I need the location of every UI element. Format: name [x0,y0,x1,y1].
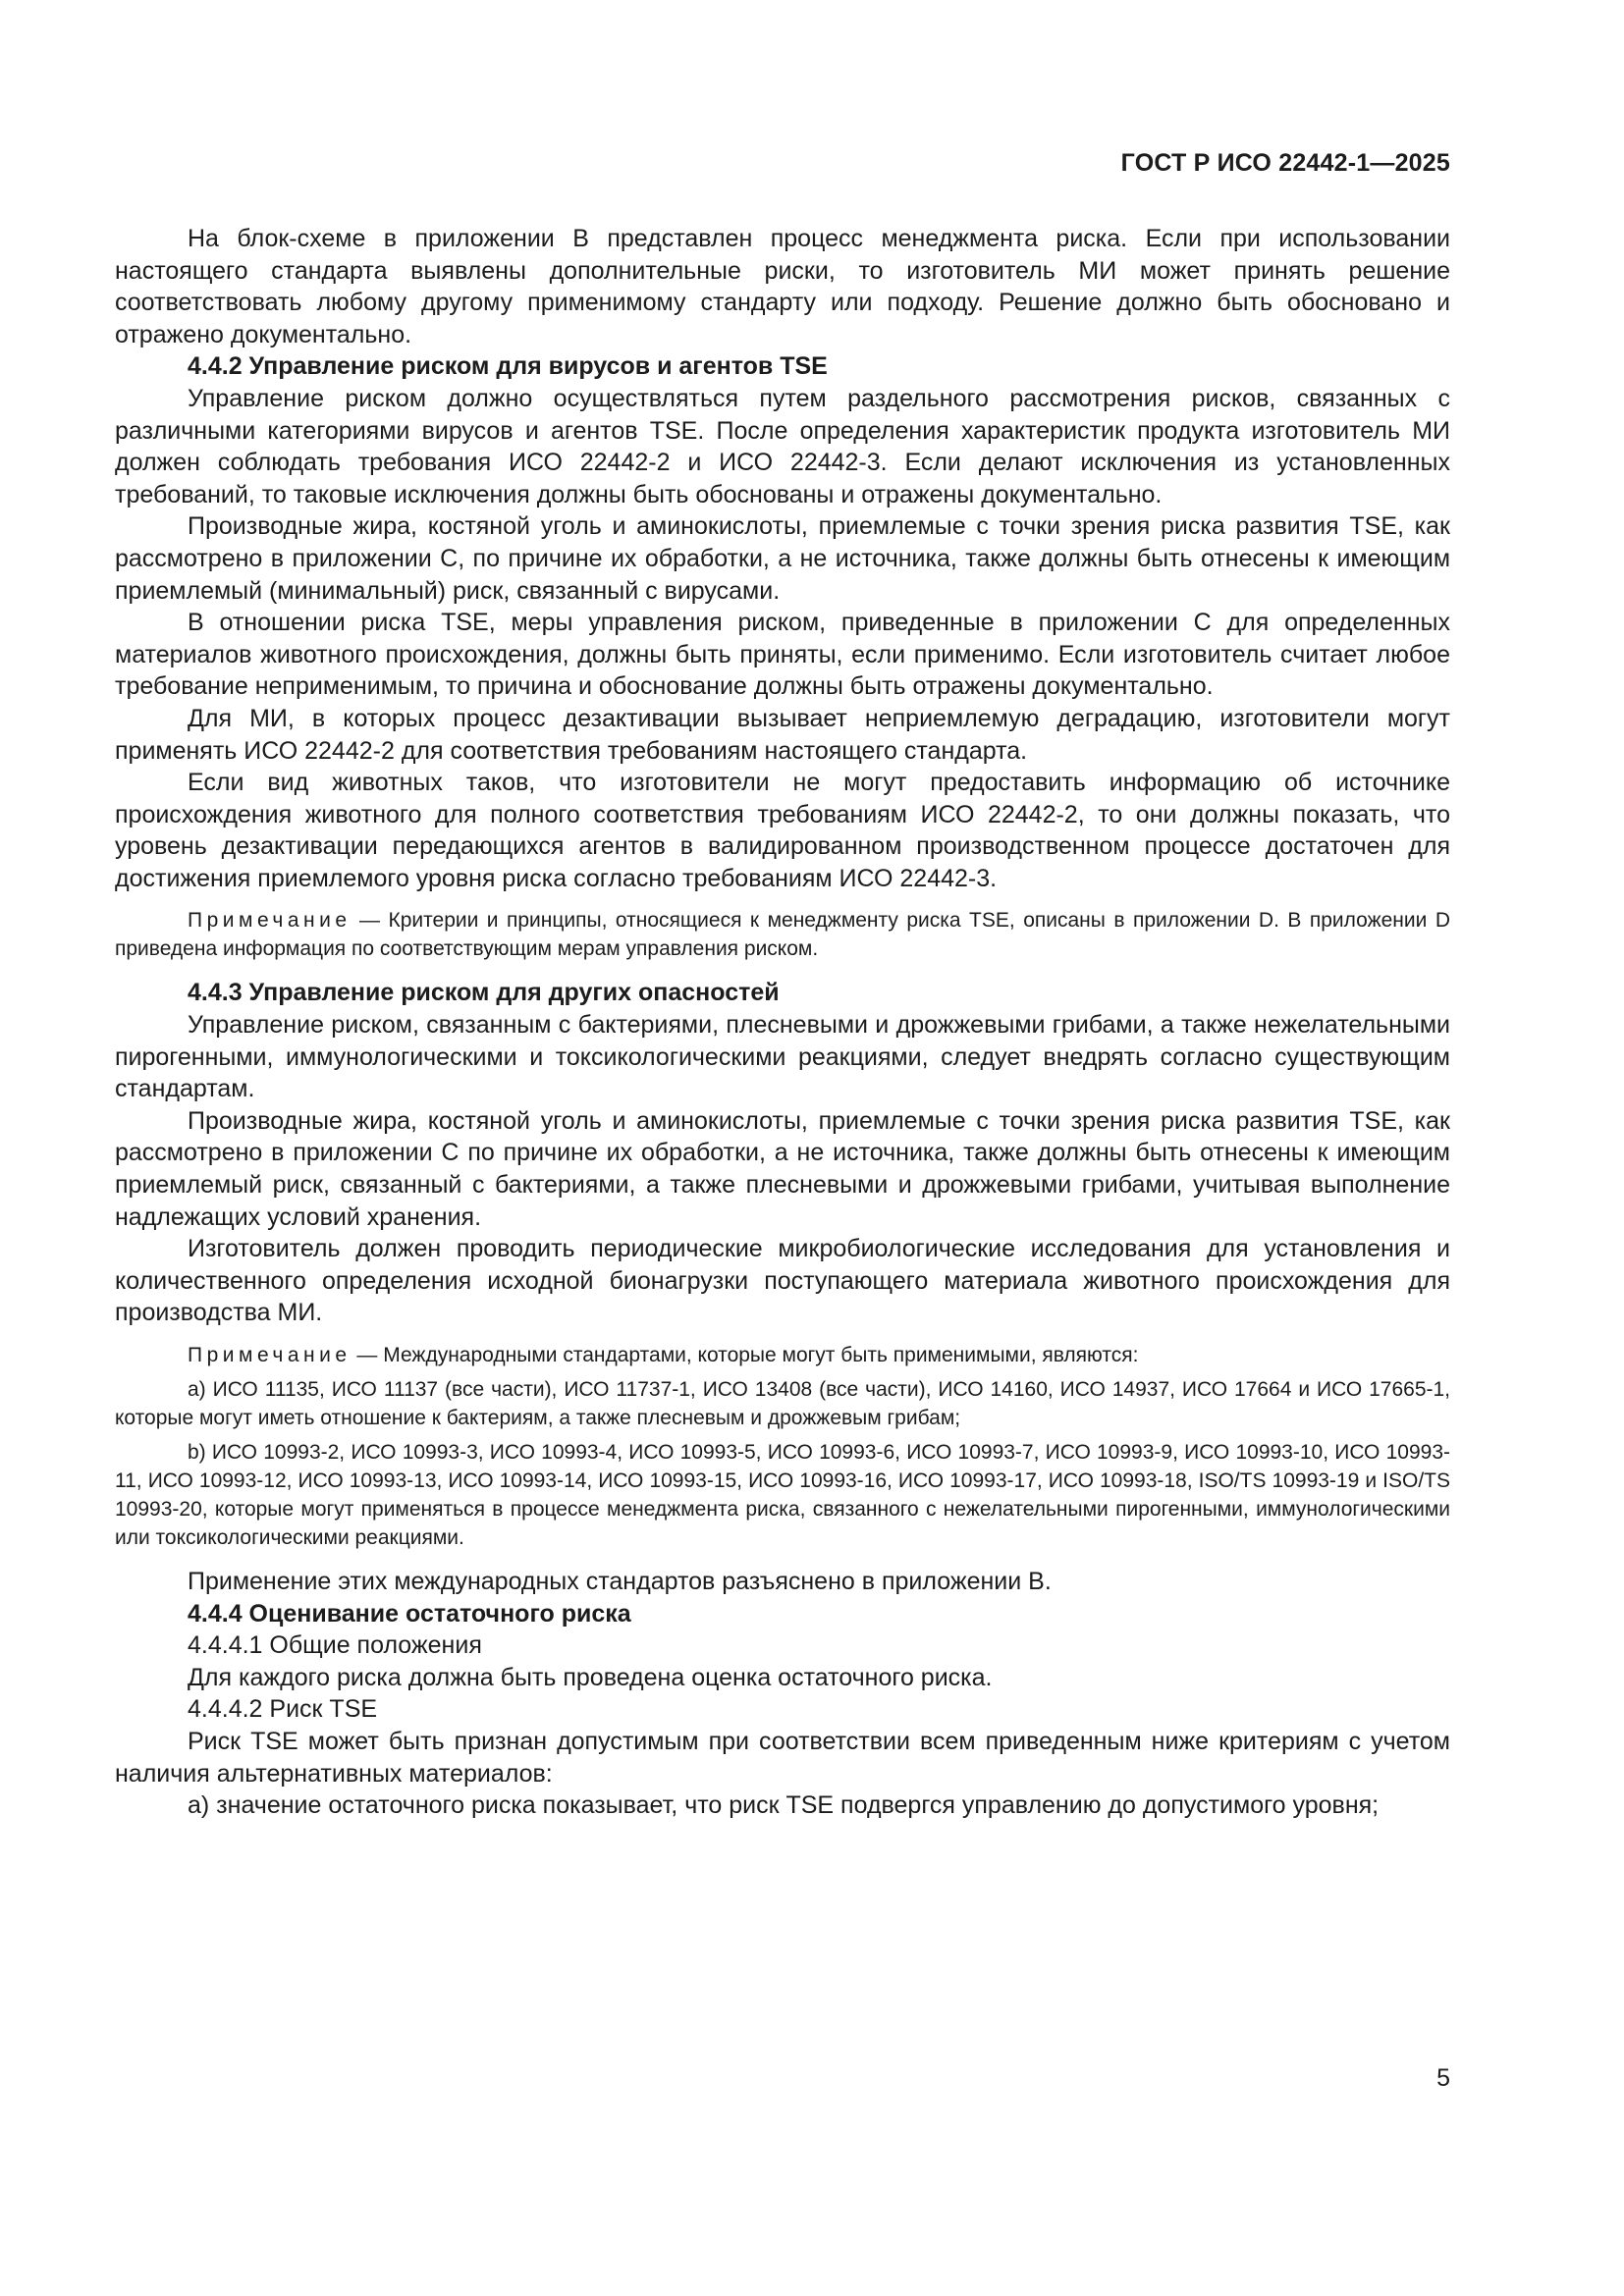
section-heading: 4.4.2 Управление риском для вирусов и агентов TSE [188,352,828,381]
paragraph: Управление риском должно осуществляться путем раздельного рассмотрения рисков, связанных с различными категориями вирусов и агентов TSE. После определения характеристик продукта изготовитель МИ должен соблюдать требования ИСО 22442-2 и ИСО 22442-3. Если делают исключения из установленных требований, то таковые исключения должны быть обоснованы и отражены документально. [115,384,1450,508]
note-text: — Критерии и принципы, относящиеся к менеджменту риска TSE, описаны в приложении D. В приложении D приведена информация по соответствующим мерам управления риском. [115,909,1450,961]
paragraph: Производные жира, костяной уголь и аминокислоты, приемлемые с точки зрения риска развития TSE, как рассмотрено в приложении С по причине их обработки, а не источника, также должны быть отнесены к имеющим приемлемый риск, связанный с бактериями, а также плесневыми и дрожжевыми грибами, учитывая выполнение надлежащих условий хранения. [115,1106,1450,1231]
paragraph: Для МИ, в которых процесс дезактивации вызывает неприемлемую деградацию, изготовители могут применять ИСО 22442-2 для соответствия требованиям настоящего стандарта. [115,704,1450,765]
subsection-heading: 4.4.4.2 Риск TSE [188,1695,378,1724]
subsection-heading: 4.4.4.1 Общие положения [188,1631,482,1660]
paragraph: Управление риском, связанным с бактериями, плесневыми и дрожжевыми грибами, а также нежелательными пирогенными, иммунологическими и токсикологическими реакциями, следует внедрять согласно существующим стандартам. [115,1011,1450,1103]
paragraph: Изготовитель должен проводить периодические микробиологические исследования для установления и количественного определения исходной бионагрузки поступающего материала животного происхождения для производства МИ. [115,1235,1450,1327]
note-list-item: b) ИСО 10993-2, ИСО 10993-3, ИСО 10993-4, ИСО 10993-5, ИСО 10993-6, ИСО 10993-7, ИСО 10993-9, ИСО 10993-10, ИСО 10993-11, ИСО 10993-12, ИСО 10993-13, ИСО 10993-14, ИСО 10993-15, ИСО 10993-16, ИСО 10993-17, ИСО 10993-18, ISO/TS 10993-19 и ISO/TS 10993-20, которые могут применяться в процессе менеджмента риска, связанного с нежелательными пирогенными, иммунологическими или токсикологическими реакциями. [115,1441,1450,1549]
document-code: ГОСТ Р ИСО 22442-1—2025 [1120,149,1450,177]
list-item: a) значение остаточного риска показывает, что риск TSE подвергся управлению до допустимого уровня; [188,1791,1380,1820]
paragraph: Применение этих международных стандартов разъяснено в приложении В. [188,1568,1052,1595]
paragraph: Для каждого риска должна быть проведена оценка остаточного риска. [188,1663,993,1691]
document-body [115,223,1450,1822]
section-heading: 4.4.4 Оценивание остаточного риска [188,1599,631,1628]
paragraph: В отношении риска TSE, меры управления риском, приведенные в приложении С для определенных материалов животного происхождения, должны быть приняты, если применимо. Если изготовитель считает любое требование неприменимым, то причина и обоснование должны быть отражены документально. [115,609,1450,701]
paragraph: Производные жира, костяной уголь и аминокислоты, приемлемые с точки зрения риска развития TSE, как рассмотрено в приложении С, по причине их обработки, а не источника, также должны быть отнесены к имеющим приемлемый (минимальный) риск, связанный с вирусами. [115,512,1450,605]
note-label: Примечание [188,909,352,933]
section-heading: 4.4.3 Управление риском для других опасностей [188,979,780,1007]
note-text: — Международными стандартами, которые могут быть применимыми, являются: [356,1344,1139,1366]
note-list-item: a) ИСО 11135, ИСО 11137 (все части), ИСО 11737-1, ИСО 13408 (все части), ИСО 14160, ИСО 14937, ИСО 17664 и ИСО 17665-1, которые могут иметь отношение к бактериям, а также плесневым и дрожжевым грибам; [115,1378,1450,1429]
paragraph: Риск TSE может быть признан допустимым при соответствии всем приведенным ниже критериям с учетом наличия альтернативных материалов: [115,1727,1450,1788]
paragraph: На блок-схеме в приложении В представлен процесс менеджмента риска. Если при использовании настоящего стандарта выявлены дополнительные риски, то изготовитель МИ может принять решение соответствовать любому другому применимому стандарту или подходу. Решение должно быть обосновано и отражено документально. [115,225,1450,348]
paragraph: Если вид животных таков, что изготовители не могут предоставить информацию об источнике происхождения животного для полного соответствия требованиям ИСО 22442-2, то они должны показать, что уровень дезактивации передающихся агентов в валидированном производственном процессе достаточен для достижения приемлемого уровня риска согласно требованиям ИСО 22442-3. [115,769,1450,892]
note [115,906,1450,963]
note-label: Примечание [188,1344,352,1366]
note [115,1341,1450,1369]
page-number: 5 [1436,2064,1450,2092]
